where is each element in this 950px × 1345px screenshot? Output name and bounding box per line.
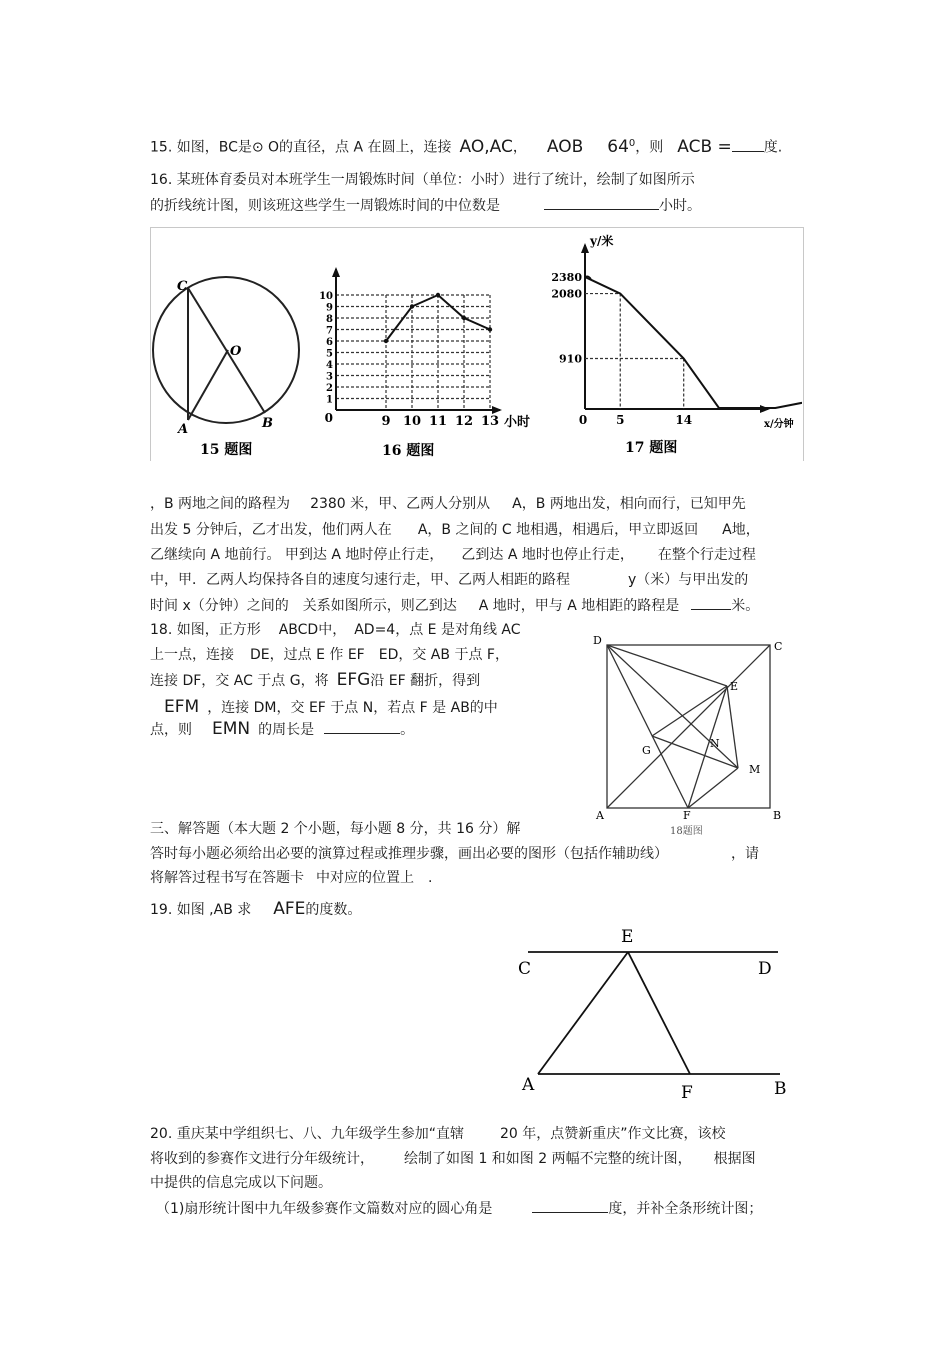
fig18-square-diagram [590, 630, 790, 845]
q17-line4: 中，甲．乙两人均保持各自的速度匀速行走，甲、乙两人相距的路程 y（米）与甲出发的 [150, 572, 749, 588]
q20-answer-blank [532, 1198, 608, 1213]
fig18-caption: 18题图 [670, 826, 703, 837]
fig17-x-tick-label: 5 [616, 413, 625, 427]
fig16-y-tick-label: 10 [319, 291, 333, 302]
fig18-label-d: D [593, 634, 602, 647]
q17-line5: 时间 x（分钟）之间的 关系如图所示，则乙到达 A 地时，甲与 A 地相距的路程是 米。 [150, 595, 759, 616]
section3-line1: 三、解答题（本大题 2 个小题，每小题 8 分，共 16 分）解 [150, 821, 521, 837]
q20-line2: 将收到的参赛作文进行分年级统计， 绘制了如图 1 和如图 2 两幅不完整的统计图， 根据图 [150, 1151, 756, 1167]
figures-15-16-17 [150, 227, 802, 460]
q18-line4: EFM ，连接 DM，交 EF 于点 N，若点 F 是 AB的中 [164, 697, 498, 717]
q16-line2: 的折线统计图，则该班这些学生一周锻炼时间的中位数是 小时。 [150, 195, 701, 216]
fig15-label-o: O [230, 344, 242, 359]
fig18-label-g: G [642, 744, 651, 757]
fig17-x-tick-label: 14 [675, 413, 693, 427]
fig19-label-f: F [681, 1083, 693, 1103]
q20-line1: 20. 重庆某中学组织七、八、九年级学生参加“直辖 20 年，点赞新重庆”作文比赛，该校 [150, 1126, 726, 1142]
fig17-x-axis-label: x/分钟 [764, 419, 794, 430]
fig15-label-c: C [177, 279, 188, 294]
fig16-y-arrow [332, 267, 340, 277]
section3-line2: 答时每小题必须给出必要的演算过程或推理步骤，画出必要的图形（包括作辅助线） ，请 [150, 846, 759, 862]
fig16-y-tick-label: 8 [326, 314, 333, 325]
q17-line3: 乙继续向 A 地前行。 甲到达 A 地时停止行走， 乙到达 A 地时也停止行走， 在整个行走过程 [150, 547, 756, 563]
fig18-label-a: A [596, 809, 604, 822]
fig17-x-tick-label: 0 [578, 413, 588, 427]
q20-line3: 中提供的信息完成以下问题。 [150, 1175, 332, 1191]
fig16-y-tick-label: 7 [326, 325, 333, 337]
fig15-circle-diagram [153, 277, 299, 423]
fig16-origin-label: 0 [324, 411, 333, 425]
fig16-y-tick-label: 9 [326, 302, 333, 314]
section3-line3: 将解答过程书写在答题卡 中对应的位置上 . [150, 870, 433, 886]
q19-text: 19. 如图 ,AB 求 AFE的度数。 [150, 899, 362, 919]
fig19-label-e: E [621, 927, 634, 947]
q16-answer-blank [544, 195, 659, 210]
fig18-label-e: E [730, 680, 739, 693]
q15-text: 15. 如图，BC是⊙ O的直径，点 A 在圆上，连接 AO,AC， AOB $64^0$，则 ACB = 度. [150, 136, 783, 157]
q16-line1: 16. 某班体育委员对本班学生一周锻炼时间（单位：小时）进行了统计，绘制了如图所示 [150, 172, 695, 188]
fig16-x-tick-label: 13 [480, 414, 500, 429]
fig17-distance-graph [551, 233, 802, 430]
fig17-y-tick-label: 2380 [551, 270, 582, 284]
fig16-y-tick-label: 6 [326, 337, 333, 348]
fig16-x-tick-label: 9 [381, 414, 391, 429]
fig17-caption: 17 题图 [625, 440, 678, 456]
q18-line2: 上一点，连接 DE，过点 E 作 EF ED，交 AB 于点 F， [150, 647, 509, 663]
q15-answer-blank [732, 137, 764, 152]
fig17-y-axis-label: y/米 [590, 234, 614, 248]
q18-line1: 18. 如图，正方形 ABCD中， AD=4，点 E 是对角线 AC [150, 622, 521, 638]
fig15-caption: 15 题图 [200, 442, 253, 458]
fig16-data-point [462, 316, 466, 320]
fig16-x-tick-label: 10 [402, 414, 422, 429]
fig16-y-tick-label: 3 [326, 371, 333, 383]
fig17-y-tick-label: 910 [559, 352, 582, 366]
fig16-data-point [410, 304, 414, 308]
fig17-distance-line [585, 277, 802, 408]
fig19-label-b: B [774, 1079, 787, 1099]
q18-answer-blank [324, 719, 400, 734]
fig19-label-c: C [518, 959, 532, 979]
fig16-caption: 16 题图 [382, 443, 435, 459]
fig16-data-point [436, 293, 440, 297]
fig18-label-n: N [710, 737, 720, 750]
fig16-y-tick-label: 5 [326, 348, 333, 360]
fig19-parallel-lines-diagram [510, 922, 800, 1107]
fig16-data-point [384, 339, 388, 343]
fig18-label-b: B [773, 809, 782, 822]
q20-line4: （1)扇形统计图中九年级参赛作文篇数对应的圆心角是 度，并补全条形统计图； [156, 1198, 762, 1219]
q17-line2: 出发 5 分钟后，乙才出发，他们两人在 A，B 之间的 C 地相遇，相遇后，甲立即返回 A地， [150, 522, 760, 538]
fig17-y-tick-label: 2080 [551, 287, 582, 301]
fig16-y-tick-label: 4 [326, 360, 333, 371]
fig16-x-axis-label: 小时 [504, 415, 531, 430]
fig18-label-c: C [774, 640, 783, 653]
fig15-label-b: B [262, 416, 273, 431]
fig19-label-d: D [758, 959, 772, 979]
fig18-label-m: M [749, 763, 761, 776]
fig18-label-f: F [683, 809, 691, 822]
fig16-x-tick-label: 11 [428, 414, 448, 429]
fig16-x-tick-label: 12 [454, 414, 474, 429]
q17-answer-blank [691, 595, 731, 610]
q18-line5: 点，则 EMN 的周长是 。 [150, 719, 415, 739]
fig16-y-tick-label: 1 [326, 394, 333, 406]
fig16-data-point [488, 327, 492, 331]
fig16-x-arrow [492, 406, 502, 414]
fig17-y-arrow [581, 243, 589, 253]
fig15-label-a: A [178, 422, 189, 437]
fig16-y-tick-label: 2 [326, 383, 333, 394]
fig19-label-a: A [522, 1075, 535, 1095]
fig16-line-chart [319, 267, 530, 430]
q18-line3: 连接 DF，交 AC 于点 G，将 EFG沿 EF 翻折，得到 [150, 670, 481, 690]
q17-line1: ，B 两地之间的路程为 2380 米，甲、乙两人分别从 A，B 两地出发，相向而行，已知甲先 [150, 496, 746, 512]
